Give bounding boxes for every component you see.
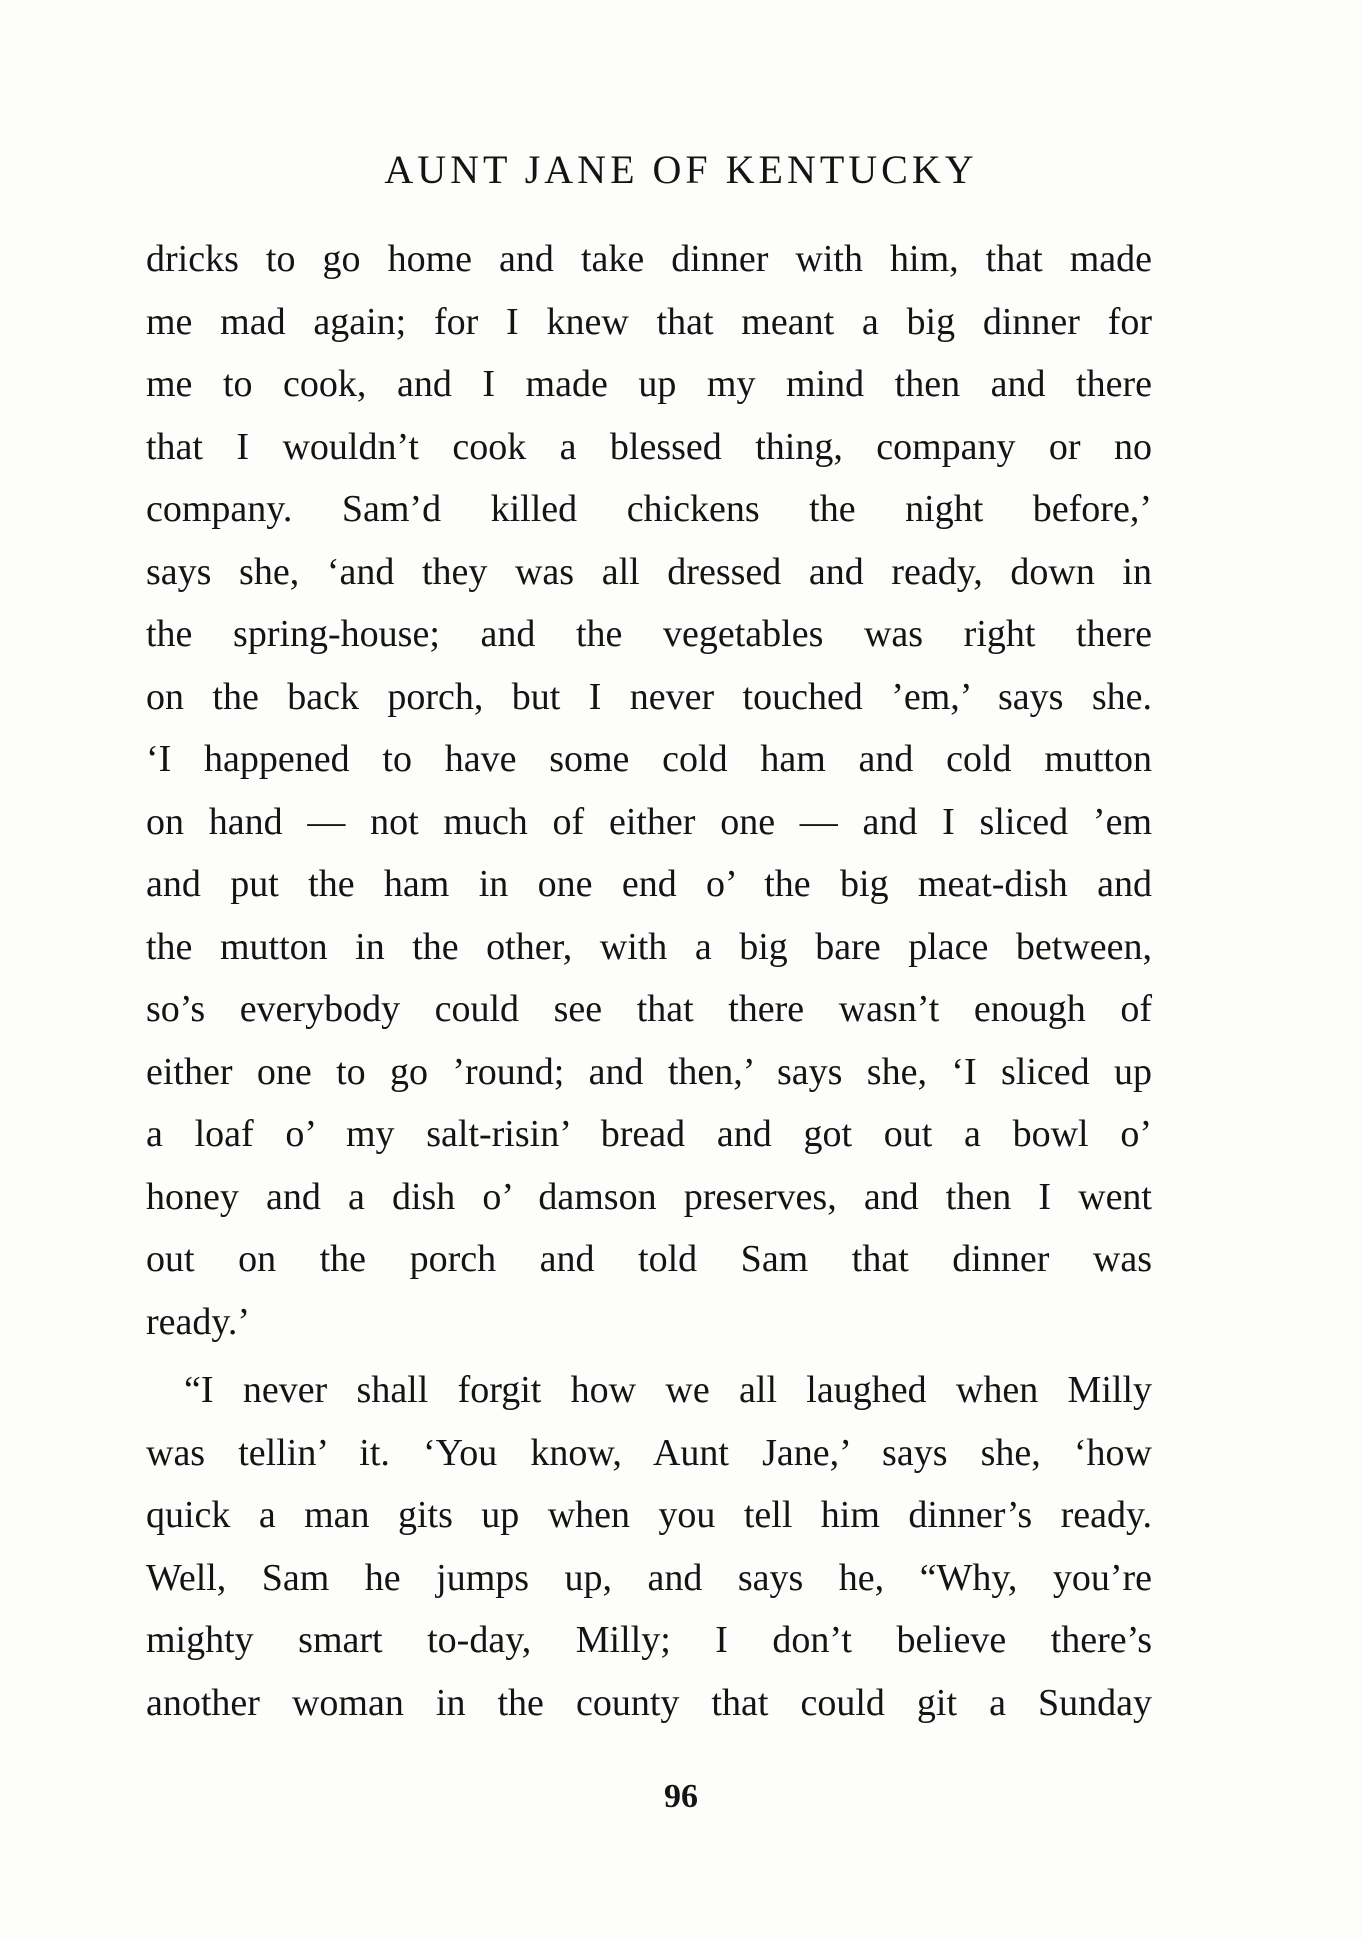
running-head: AUNT JANE OF KENTUCKY [384,147,978,192]
text-line: that I wouldn’t cook a blessed thing, company or no [146,425,1152,468]
text-line: the spring-house; and the vegetables was right there [146,613,1152,655]
text-line: me to cook, and I made up my mind then and there [146,363,1152,405]
text-line: on the back porch, but I never touched ’em,’ says she. [146,675,1152,718]
text-line: quick a man gits up when you tell him dinner’s ready. [146,1494,1152,1536]
text-line: and put the ham in one end o’ the big meat-dish and [146,863,1152,905]
text-line: either one to go ’round; and then,’ says she, ‘I sliced up [146,1050,1152,1093]
paragraph-1 [146,228,1152,1353]
page-number: 96 [664,1778,698,1815]
text-line: honey and a dish o’ damson preserves, and then I went [146,1175,1152,1218]
text-line: Well, Sam he jumps up, and says he, “Why, you’re [146,1556,1152,1599]
text-line: ready.’ [146,1300,251,1343]
text-line: company. Sam’d killed chickens the night before,’ [146,488,1152,530]
text-line: out on the porch and told Sam that dinner was [146,1238,1152,1280]
text-line: was tellin’ it. ‘You know, Aunt Jane,’ says she, ‘how [146,1431,1152,1474]
text-line: dricks to go home and take dinner with him, that made [146,238,1152,280]
paragraph-2 [146,1359,1152,1734]
text-line: mighty smart to-day, Milly; I don’t believe there’s [146,1619,1152,1661]
body-text [146,228,1152,1734]
text-line: me mad again; for I knew that meant a big dinner for [146,300,1152,343]
text-line: the mutton in the other, with a big bare place between, [146,925,1152,968]
text-line: on hand — not much of either one — and I sliced ’em [146,800,1152,843]
text-line: “I never shall forgit how we all laughed when Milly [184,1369,1152,1411]
text-line: so’s everybody could see that there wasn’t enough of [146,988,1152,1030]
text-line: a loaf o’ my salt-risin’ bread and got out a bowl o’ [146,1113,1152,1155]
text-line: another woman in the county that could git a Sunday [146,1681,1152,1724]
text-line: says she, ‘and they was all dressed and ready, down in [146,550,1152,593]
text-line: ‘I happened to have some cold ham and cold mutton [146,738,1152,780]
